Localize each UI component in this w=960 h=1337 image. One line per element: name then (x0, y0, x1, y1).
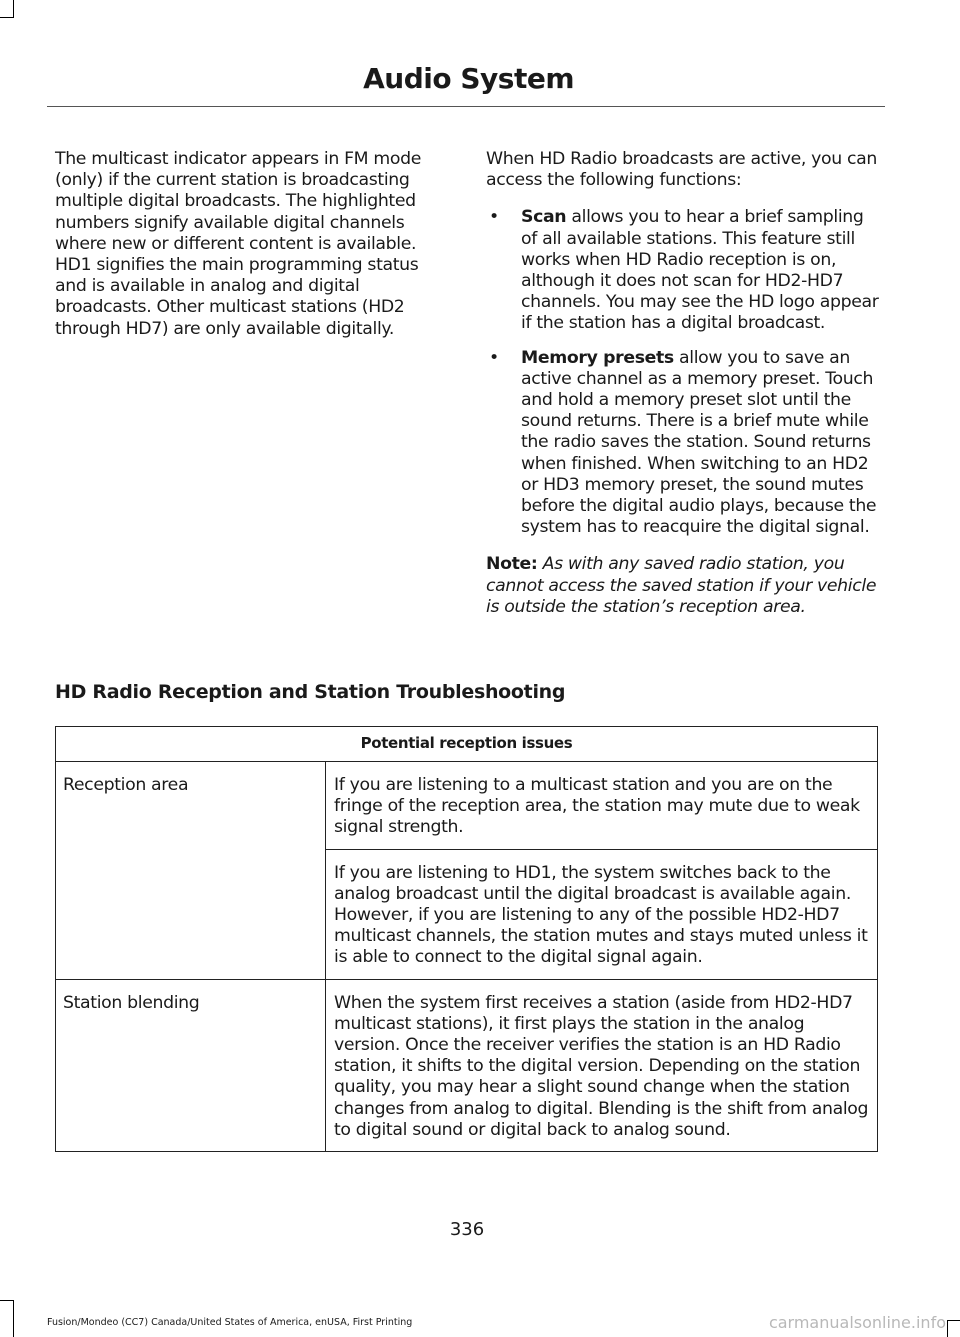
scan-term: Scan (521, 207, 567, 228)
hd-functions-intro: When HD Radio broadcasts are active, you can access the following functions: (486, 149, 878, 191)
note-label: Note: (486, 554, 538, 575)
crop-mark-top-left-horizontal (0, 17, 14, 18)
right-column (486, 149, 882, 618)
table-header: Potential reception issues (56, 727, 878, 762)
header-divider (47, 106, 885, 107)
footer-edition-text: Fusion/Mondeo (CC7) Canada/United States of America, enUSA, First Printing (47, 1317, 413, 1328)
table-row-description: If you are listening to a multicast station and you are on the fringe of the reception area, the station may mute due to weak signal strength. (326, 762, 878, 850)
table-row (56, 762, 878, 850)
list-item-scan (486, 207, 882, 334)
table-row-category: Station blending (56, 979, 326, 1151)
section-heading: HD Radio Reception and Station Troubleshooting (55, 681, 566, 703)
crop-mark-bottom-right-horizontal (947, 1320, 960, 1321)
bullet-icon: • (489, 207, 499, 228)
scan-description: allows you to hear a brief sampling of all available stations. This feature still works when HD Radio reception is on, although it does not scan for HD2-HD7 channels. You may see the HD logo appear if the station has a digital broadcast. (521, 207, 879, 334)
table-row-description: If you are listening to HD1, the system switches back to the analog broadcast until the digital broadcast is available again. However, if you are listening to any of the possible HD2-HD7 multicast channels, the station mutes and stays muted unless it is able to connect to the digital signal again. (326, 849, 878, 979)
multicast-indicator-paragraph: The multicast indicator appears in FM mode (only) if the current station is broadcasting multiple digital broadcasts. The highlighted numbers signify available digital channels where new or different content is available. HD1 signifies the main programming status and is available in analog and digital broadcasts. Other multicast stations (HD2 through HD7) are only available digitally. (55, 149, 421, 339)
reception-issues-table (55, 726, 878, 1152)
page-title: Audio System (363, 62, 574, 95)
crop-mark-bottom-right-vertical (947, 1320, 948, 1337)
crop-mark-bottom-left-vertical (13, 1300, 14, 1337)
list-item-memory-presets (486, 348, 882, 539)
crop-mark-bottom-left-horizontal (0, 1300, 14, 1301)
memory-presets-term: Memory presets (521, 347, 674, 368)
memory-presets-description: allow you to save an active channel as a memory preset. Touch and hold a memory preset slot until the sound returns. There is a brief mute while the radio saves the station. Sound returns when finished. When switching to an HD2 or HD3 memory preset, the sound mutes before the digital audio plays, because the system has to reacquire the digital signal. (521, 347, 877, 538)
table-header-row (56, 727, 878, 762)
left-column (55, 149, 449, 340)
note (486, 554, 882, 618)
crop-mark-top-left-vertical (13, 0, 14, 18)
bullet-icon: • (489, 347, 499, 368)
table-row-category: Reception area (56, 762, 326, 980)
page-number: 336 (449, 1219, 485, 1240)
table-row-description: When the system first receives a station (aside from HD2-HD7 multicast stations), it first plays the station in the analog version. Once the receiver verifies the station is an HD Radio station, it shifts to the digital version. Depending on the station quality, you may hear a slight sound change when the station changes from analog to digital. Blending is the shift from analog to digital sound or digital back to analog sound. (326, 979, 878, 1151)
watermark: carmanualsonline.info (768, 1313, 946, 1332)
note-text: As with any saved radio station, you cannot access the saved station if your vehicle is outside the station’s reception area. (486, 554, 877, 617)
table-row (56, 979, 878, 1151)
hd-functions-list (486, 207, 882, 538)
